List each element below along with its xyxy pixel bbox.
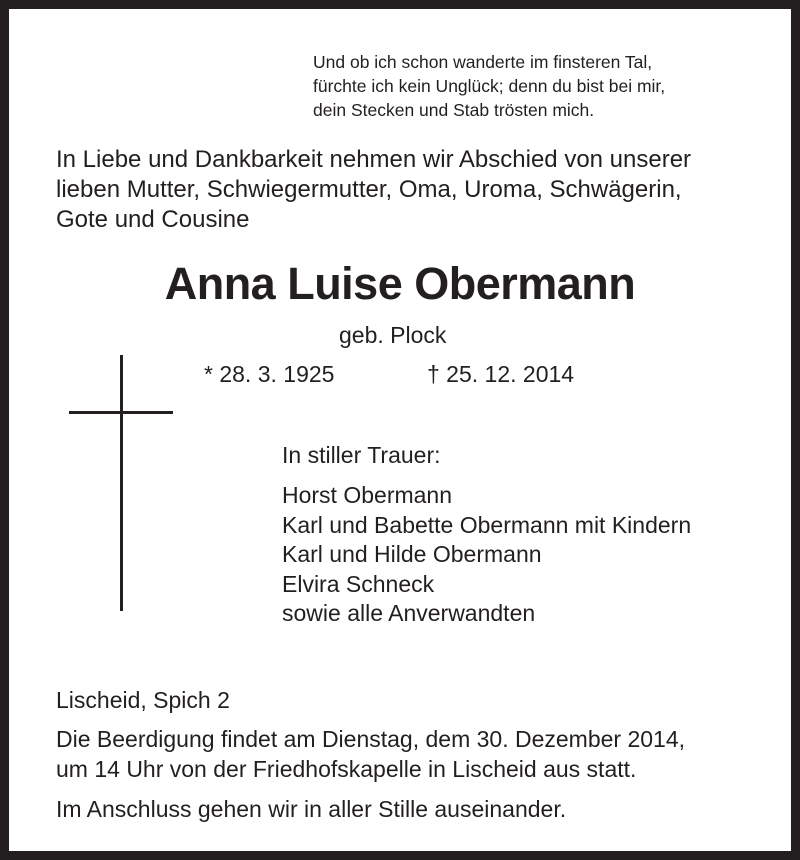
funeral-line: Die Beerdigung findet am Dienstag, dem 30. Dezember 2014, xyxy=(56,726,686,752)
verse-line: dein Stecken und Stab trösten mich. xyxy=(313,100,595,120)
verse-line: Und ob ich schon wanderte im finsteren Tal, xyxy=(313,52,653,72)
birth-date: * 28. 3. 1925 xyxy=(204,361,335,387)
intro-line: In Liebe und Dankbarkeit nehmen wir Abschied von unserer xyxy=(56,146,692,173)
mourners-list xyxy=(282,481,691,629)
bible-verse xyxy=(313,50,665,122)
mourner-name: sowie alle Anverwandten xyxy=(282,600,536,626)
mourner-name: Elvira Schneck xyxy=(282,570,435,597)
intro-line: lieben Mutter, Schwiegermutter, Oma, Uroma, Schwägerin, xyxy=(56,176,682,203)
maiden-name: geb. Plock xyxy=(339,322,447,348)
mourners-heading: In stiller Trauer: xyxy=(282,442,441,468)
cross-vertical-bar xyxy=(120,355,123,611)
mourner-name: Horst Obermann xyxy=(282,482,453,508)
funeral-details xyxy=(56,724,685,784)
family-address: Lischeid, Spich 2 xyxy=(56,687,230,713)
mourner-name: Karl und Hilde Obermann xyxy=(282,541,542,567)
cross-horizontal-bar xyxy=(69,411,173,414)
deceased-name: Anna Luise Obermann xyxy=(164,258,636,309)
death-date: † 25. 12. 2014 xyxy=(427,361,575,387)
intro-line: Gote und Cousine xyxy=(56,206,250,233)
mourner-name: Karl und Babette Obermann mit Kindern xyxy=(282,511,692,538)
closing-note: Im Anschluss gehen wir in aller Stille auseinander. xyxy=(56,796,567,822)
verse-line: fürchte ich kein Unglück; denn du bist bei mir, xyxy=(313,76,666,96)
funeral-line: um 14 Uhr von der Friedhofskapelle in Lischeid aus statt. xyxy=(56,756,637,782)
intro-text xyxy=(56,145,691,235)
